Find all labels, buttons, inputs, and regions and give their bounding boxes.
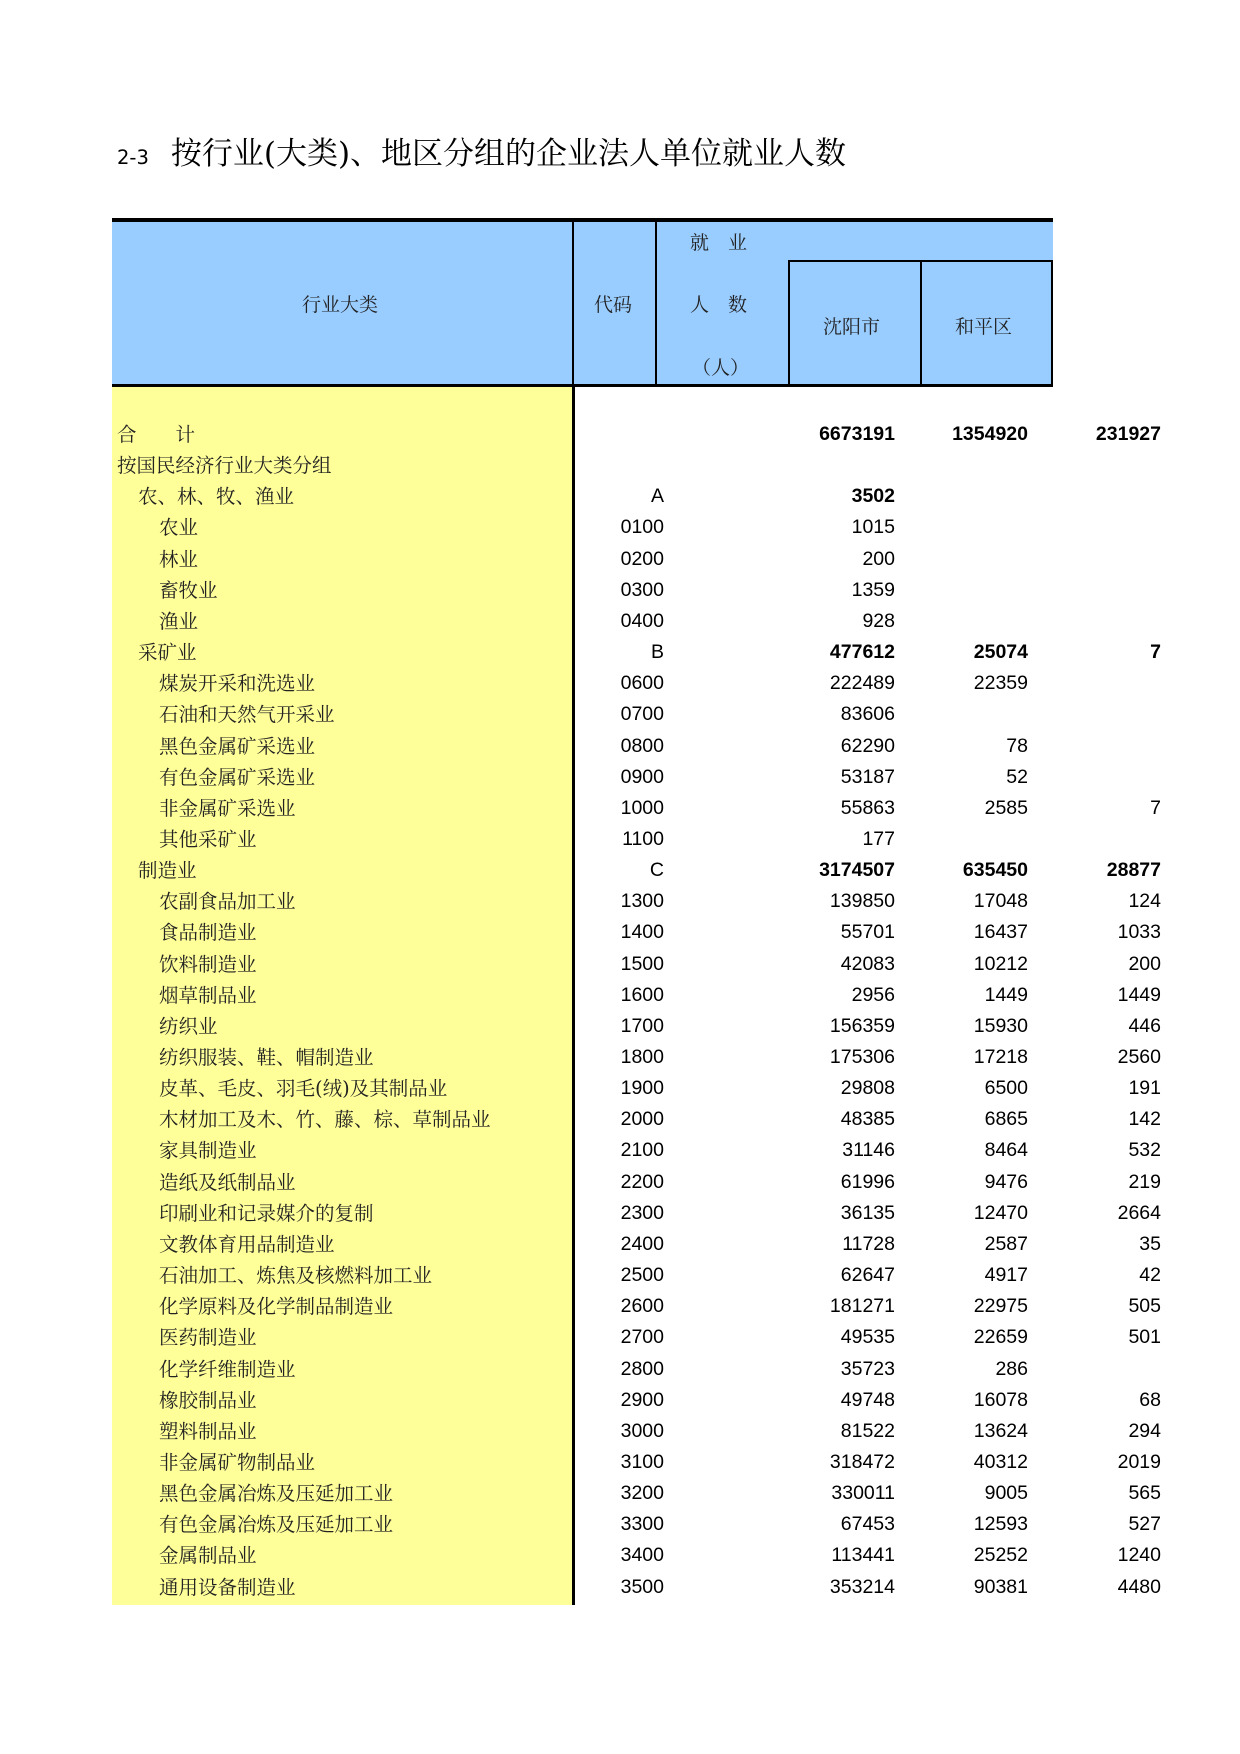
table-row [112,606,1053,637]
row-shenyang-employment: 2585 [984,796,1028,819]
row-industry-name: 非金属矿物制品业 [159,1450,316,1474]
row-industry-name: 制造业 [138,859,197,883]
row-total-employment: 81522 [840,1419,895,1442]
row-shenyang-employment: 12470 [973,1201,1028,1224]
row-code: 3000 [620,1419,664,1442]
row-total-employment: 55863 [840,796,895,819]
table-row [112,1572,1161,1603]
row-total-employment: 35723 [840,1357,895,1380]
row-code: 1000 [620,796,664,819]
row-code: 2600 [620,1295,664,1318]
row-total-employment: 6673191 [819,423,895,445]
row-code: 1900 [620,1077,664,1100]
row-code: 0900 [620,765,664,788]
row-heping-employment: 294 [1128,1419,1161,1442]
row-code: 0300 [620,578,664,601]
header-divider [1051,261,1053,387]
row-code: 3500 [620,1575,664,1598]
header-region-shenyang: 沈阳市 [823,316,881,338]
row-heping-employment: 200 [1128,952,1161,975]
row-heping-employment: 142 [1128,1108,1161,1131]
row-shenyang-employment: 9005 [984,1482,1028,1505]
row-code: 1100 [622,827,664,850]
row-shenyang-employment: 286 [995,1357,1028,1380]
table-title: 按行业(大类)、地区分组的企业法人单位就业人数 [170,136,847,172]
row-total-employment: 1359 [851,578,895,601]
row-industry-name: 煤炭开采和洗选业 [159,672,316,696]
row-shenyang-employment: 2587 [984,1232,1028,1255]
row-heping-employment: 565 [1128,1482,1161,1505]
table-row [112,699,1053,730]
table-row [112,512,1053,543]
table-row [112,762,1053,793]
row-industry-name: 农副食品加工业 [159,890,296,914]
header-divider [788,261,790,387]
row-industry-name: 采矿业 [138,641,197,665]
table-number: 2-3 [117,146,149,169]
table-row [112,949,1161,980]
row-heping-employment: 35 [1139,1232,1161,1255]
row-heping-employment: 4480 [1117,1575,1161,1598]
table-header [112,218,1053,387]
header-code: 代码 [594,294,633,316]
row-industry-name: 化学原料及化学制品制造业 [159,1295,394,1319]
table-row [112,1198,1161,1229]
row-shenyang-employment: 90381 [973,1575,1028,1598]
row-shenyang-employment: 17048 [973,890,1028,913]
table-row [112,1416,1161,1447]
row-code: 1600 [620,983,664,1006]
row-code: 0700 [620,703,664,726]
row-total-employment: 49535 [840,1326,895,1349]
row-shenyang-employment: 6500 [984,1077,1028,1100]
row-total-employment: 200 [862,547,895,570]
row-shenyang-employment: 8464 [984,1139,1028,1162]
row-industry-name: 农、林、牧、渔业 [138,485,295,509]
row-total-employment: 353214 [829,1575,895,1598]
row-total-employment: 3174507 [819,859,895,882]
table-row [112,1167,1161,1198]
table-row [112,575,1053,606]
header-region-heping: 和平区 [955,316,1013,338]
row-shenyang-employment: 22359 [973,672,1028,695]
row-total-employment: 36135 [840,1201,895,1224]
row-shenyang-employment: 15930 [973,1014,1028,1037]
row-total-employment: 3502 [851,485,895,508]
row-heping-employment: 68 [1139,1388,1161,1411]
table-row [112,1104,1161,1135]
row-heping-employment: 527 [1128,1513,1161,1536]
row-heping-employment: 2560 [1117,1046,1161,1068]
row-heping-employment: 1240 [1117,1544,1161,1567]
row-code: 2100 [620,1139,664,1162]
table-row [112,886,1161,917]
row-total-employment: 113441 [831,1544,895,1567]
row-code: 2400 [620,1232,664,1255]
row-code: C [649,859,664,882]
row-heping-employment: 191 [1128,1077,1161,1100]
row-industry-name: 合 计 [117,423,196,446]
row-industry-name: 橡胶制品业 [159,1388,257,1412]
row-industry-name: 化学纤维制造业 [159,1357,296,1381]
table-row [112,1135,1161,1166]
table-row [112,544,1053,575]
header-divider [788,260,1053,262]
table-row [112,450,1053,481]
row-heping-employment: 7 [1150,641,1161,664]
row-industry-name: 印刷业和记录媒介的复制 [159,1201,374,1225]
table-row [112,1291,1161,1322]
row-total-employment: 177 [862,827,895,850]
row-code: 3200 [620,1482,664,1505]
row-industry-name: 林业 [159,547,199,571]
row-total-employment: 42083 [840,952,895,975]
row-total-employment: 48385 [840,1108,895,1131]
row-industry-name: 食品制造业 [159,921,257,945]
row-shenyang-employment: 635450 [962,859,1028,882]
row-total-employment: 928 [862,609,895,632]
table-row [112,1478,1161,1509]
row-industry-name: 其他采矿业 [159,827,257,851]
row-code: 1500 [620,952,664,975]
table-row [112,980,1161,1011]
table-row [112,1229,1161,1260]
table-row [112,1322,1161,1353]
header-total-line3: （人） [692,357,750,379]
row-industry-name: 黑色金属冶炼及压延加工业 [159,1482,394,1506]
table-row [112,1385,1161,1416]
row-industry-name: 纺织服装、鞋、帽制造业 [159,1046,374,1069]
table-row [112,793,1161,824]
row-heping-employment: 28877 [1106,859,1161,882]
header-total-line2: 人 数 [690,294,748,316]
row-total-employment: 61996 [840,1170,895,1193]
row-shenyang-employment: 1354920 [952,423,1028,445]
row-total-employment: 29808 [840,1077,895,1100]
table-row [112,1042,1161,1073]
row-total-employment: 318472 [829,1450,895,1473]
row-heping-employment: 7 [1150,796,1161,819]
table-row [112,1354,1053,1385]
row-code: B [650,641,664,664]
row-total-employment: 49748 [840,1388,895,1411]
row-shenyang-employment: 40312 [973,1450,1028,1473]
row-shenyang-employment: 13624 [973,1419,1028,1442]
header-total-line1: 就 业 [690,232,748,254]
row-code: 1400 [620,921,664,944]
row-total-employment: 62290 [840,734,895,757]
header-divider [655,218,657,387]
row-industry-name: 非金属矿采选业 [159,796,296,820]
table-row [112,1073,1161,1104]
row-industry-name: 有色金属矿采选业 [159,765,316,789]
row-code: 0100 [620,516,664,539]
table-row [112,1540,1161,1571]
row-total-employment: 2956 [851,983,895,1006]
row-code: 0200 [620,547,664,570]
row-industry-name: 医药制造业 [159,1326,257,1350]
row-heping-employment: 501 [1128,1326,1161,1349]
row-total-employment: 53187 [840,765,895,788]
table-row [112,1509,1161,1540]
row-total-employment: 55701 [840,921,895,944]
row-code: 3400 [620,1544,664,1567]
table-row [112,419,1161,450]
row-industry-name: 有色金属冶炼及压延加工业 [159,1513,394,1537]
row-shenyang-employment: 12593 [973,1513,1028,1536]
row-heping-employment: 231927 [1095,423,1161,445]
table-row [112,855,1161,886]
row-industry-name: 石油加工、炼焦及核燃料加工业 [159,1264,433,1288]
row-code: 1700 [620,1014,664,1037]
row-industry-name: 畜牧业 [159,578,218,602]
row-total-employment: 181271 [829,1295,895,1318]
row-code: 2900 [620,1388,664,1411]
row-industry-name: 按国民经济行业大类分组 [117,454,332,478]
header-divider [572,218,574,387]
row-code: 2500 [620,1264,664,1287]
row-industry-name: 纺织业 [159,1014,218,1038]
row-shenyang-employment: 4917 [984,1264,1028,1287]
page-title [117,128,846,173]
row-code: 1300 [620,890,664,913]
row-shenyang-employment: 25074 [973,641,1028,664]
table-row [112,917,1161,948]
row-heping-employment: 2019 [1117,1450,1161,1473]
row-heping-employment: 42 [1139,1264,1161,1287]
row-shenyang-employment: 16078 [973,1388,1028,1411]
table-row [112,1011,1161,1042]
table-row [112,731,1053,762]
row-industry-name: 金属制品业 [159,1544,257,1568]
row-heping-employment: 2664 [1117,1201,1161,1224]
row-code: 0800 [620,734,664,757]
row-total-employment: 83606 [840,703,895,726]
row-shenyang-employment: 6865 [984,1108,1028,1131]
row-industry-name: 家具制造业 [159,1139,257,1163]
row-code: 0600 [620,672,664,695]
row-shenyang-employment: 22659 [973,1326,1028,1349]
row-heping-employment: 532 [1128,1139,1161,1162]
header-industry: 行业大类 [302,294,379,316]
row-code: 2700 [620,1326,664,1349]
row-heping-employment: 446 [1128,1014,1161,1037]
row-shenyang-employment: 25252 [973,1544,1028,1567]
table-row [112,824,1053,855]
row-total-employment: 330011 [831,1482,895,1505]
header-divider [920,261,922,387]
row-total-employment: 477612 [829,641,895,664]
row-industry-name: 农业 [159,516,199,540]
row-heping-employment: 505 [1128,1295,1161,1318]
row-industry-name: 文教体育用品制造业 [159,1232,335,1256]
row-total-employment: 67453 [840,1513,895,1536]
row-code: 2800 [620,1357,664,1380]
row-shenyang-employment: 78 [1006,734,1028,757]
row-industry-name: 渔业 [159,609,199,633]
table-row [112,637,1161,668]
table-row [112,668,1053,699]
row-code: 2200 [620,1170,664,1193]
row-heping-employment: 219 [1128,1170,1161,1193]
row-heping-employment: 1033 [1117,921,1161,944]
row-industry-name: 黑色金属矿采选业 [159,734,316,758]
row-heping-employment: 1449 [1117,983,1161,1006]
row-code: 2300 [620,1201,664,1224]
row-code: 1800 [620,1046,664,1068]
row-industry-name: 造纸及纸制品业 [159,1170,296,1194]
row-total-employment: 11728 [842,1232,895,1255]
row-heping-employment: 124 [1128,890,1161,913]
row-shenyang-employment: 16437 [973,921,1028,944]
row-industry-name: 饮料制造业 [159,952,257,976]
row-industry-name: 木材加工及木、竹、藤、棕、草制品业 [159,1108,491,1132]
row-code: 0400 [620,609,664,632]
row-total-employment: 175306 [829,1046,895,1068]
row-total-employment: 222489 [829,672,895,695]
row-industry-name: 通用设备制造业 [159,1575,296,1599]
row-shenyang-employment: 9476 [984,1170,1028,1193]
row-total-employment: 31146 [842,1139,895,1162]
row-code: A [650,485,664,508]
row-code: 3300 [620,1513,664,1536]
row-total-employment: 1015 [851,516,895,539]
row-industry-name: 石油和天然气开采业 [159,703,335,727]
table-row [112,481,1053,512]
row-shenyang-employment: 10212 [973,952,1028,975]
row-total-employment: 139850 [829,890,895,913]
row-total-employment: 62647 [840,1264,895,1287]
table-row [112,1447,1161,1478]
row-shenyang-employment: 22975 [973,1295,1028,1318]
table-row [112,1260,1161,1291]
row-total-employment: 156359 [829,1014,895,1037]
row-shenyang-employment: 52 [1006,765,1028,788]
row-industry-name: 烟草制品业 [159,983,257,1007]
row-shenyang-employment: 1449 [984,983,1028,1006]
row-code: 2000 [620,1108,664,1131]
row-shenyang-employment: 17218 [973,1046,1028,1068]
row-code: 3100 [620,1450,664,1473]
row-industry-name: 皮革、毛皮、羽毛(绒)及其制品业 [159,1077,448,1101]
row-industry-name: 塑料制品业 [159,1419,257,1443]
